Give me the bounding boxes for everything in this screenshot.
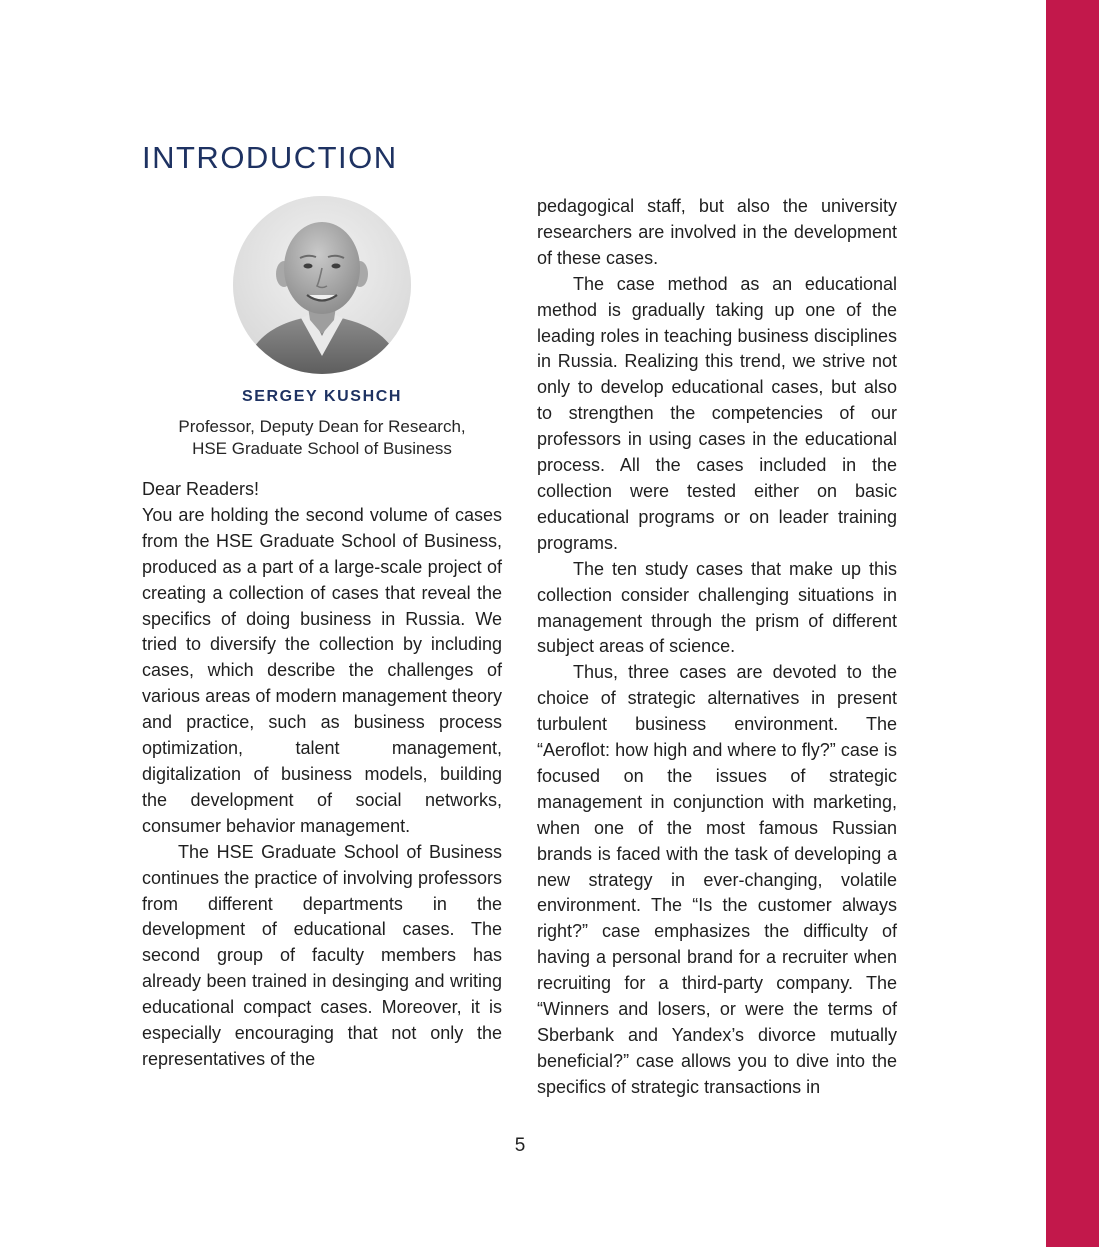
author-role-line-1: Professor, Deputy Dean for Research, <box>178 417 466 436</box>
body-paragraph: The case method as an educational method is gradually taking up one of the leading roles in teaching business disciplines in Russia. Realizing this trend, we strive not only to develop educational cases, but also to strengthen the competencies of our professors in using cases in the educational process. All the cases included in the collection were tested either on basic educational programs or on leader training programs. <box>537 273 897 553</box>
author-portrait-photo <box>233 196 411 374</box>
page-title: INTRODUCTION <box>142 140 398 175</box>
body-paragraph: Thus, three cases are devoted to the choice of strategic alternatives in present turbulent business environment. The “Aeroflot: how high and where to fly?” case is focused on the issues of strategic management in conjunction with marketing, when one of the most famous Russian brands is faced with the task of developing a new strategy in ever-changing, volatile environment. The “Is the customer always right?” case emphasizes the difficulty of having a personal brand for a recruiter when recruiting for a third-party company. The “Winners and losers, or were the terms of Sberbank and Yandex’s divorce mutually beneficial?” case allows you to dive into the specifics of strategic transactions in <box>537 662 897 1097</box>
body-paragraph: The HSE Graduate School of Business continues the practice of involving professors from different departments in the development of educational cases. The second group of faculty members has already been trained in desinging and writing educational compact cases. Moreover, it is especially encouraging that not only the representatives of the <box>142 841 502 1069</box>
page-number: 5 <box>514 1135 526 1156</box>
author-role <box>142 416 502 460</box>
body-paragraph: You are holding the second volume of cases from the HSE Graduate School of Business, produced as a part of a large-scale project of creating a collection of cases that reveal the specifics of doing business in Russia. We tried to diversify the collection by including cases, which describe the challenges of various areas of modern management theory and practice, such as business process optimization, talent management, digitalization of business models, building the development of social networks, consumer behavior management. <box>142 504 502 836</box>
right-text-column <box>537 194 897 1101</box>
left-text-column <box>142 477 502 1073</box>
greeting-paragraph: Dear Readers! <box>142 479 260 499</box>
body-paragraph: The ten study cases that make up this collection consider challenging situations in management through the prism of different subject areas of science. <box>537 558 897 657</box>
author-role-line-2: HSE Graduate School of Business <box>192 439 452 458</box>
body-paragraph: pedagogical staff, but also the university researchers are involved in the development of these cases. <box>537 196 897 268</box>
author-name: SERGEY KUSHCH <box>241 388 403 405</box>
accent-side-band <box>1046 0 1099 1247</box>
